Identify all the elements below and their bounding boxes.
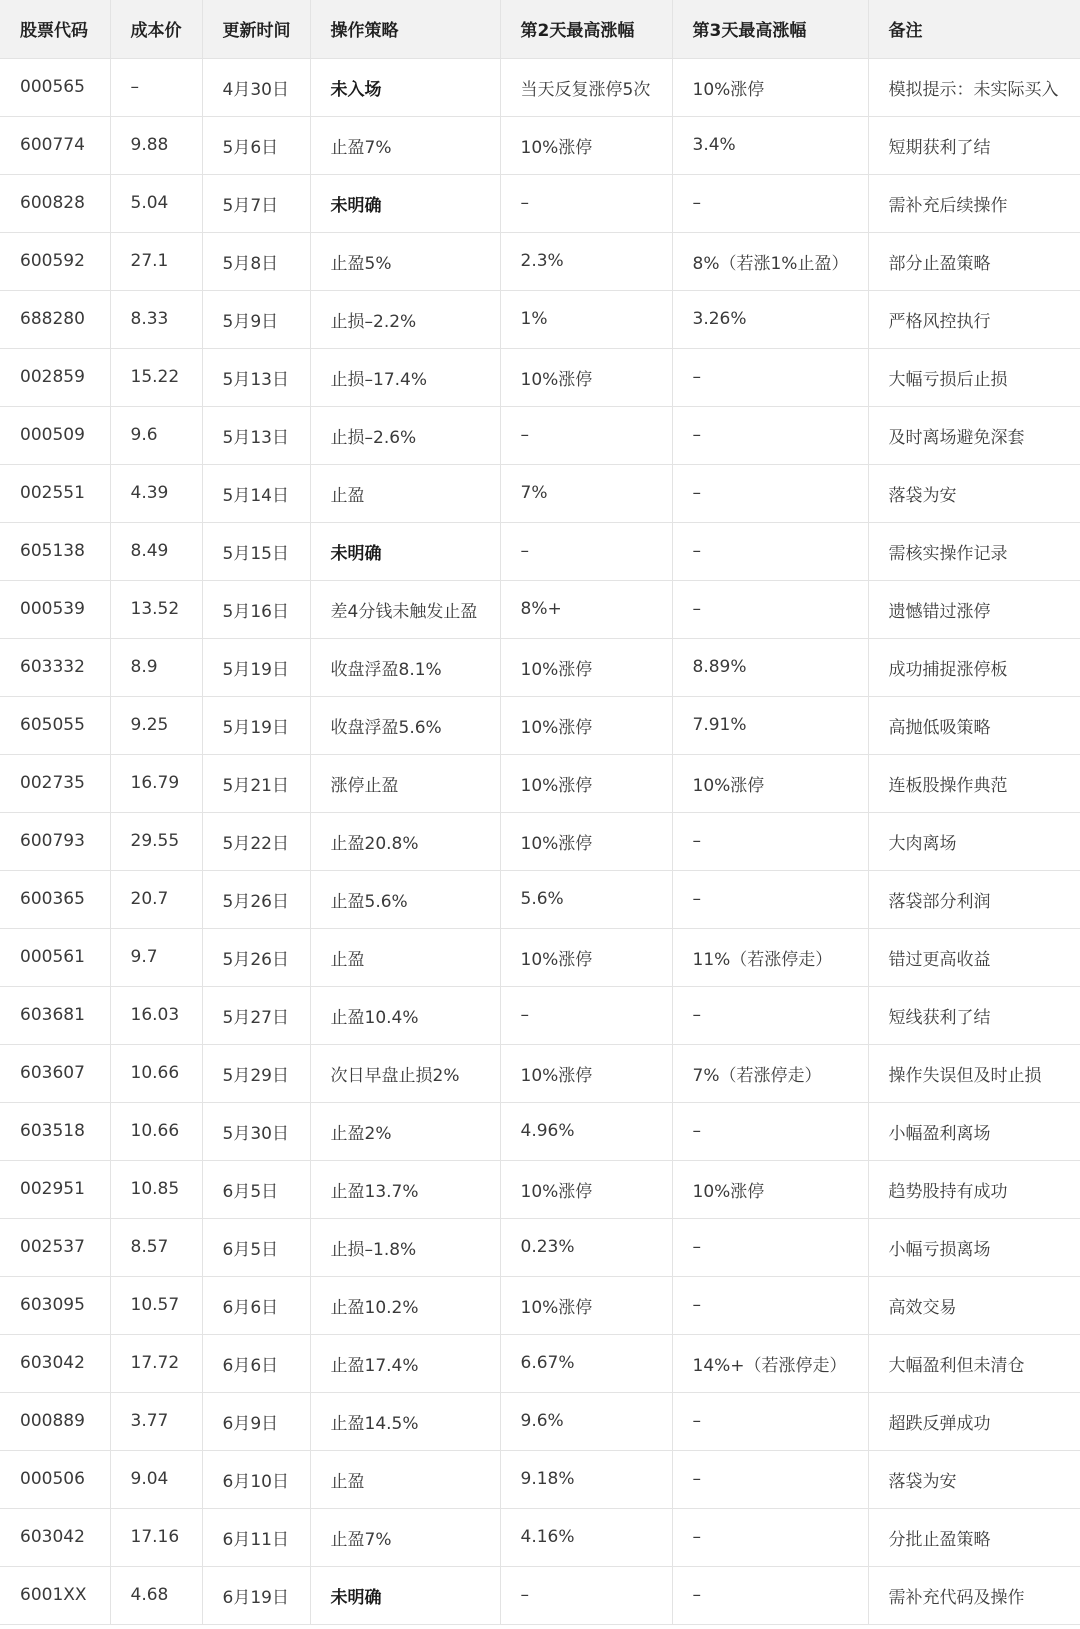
day3-high-cell: – xyxy=(672,464,868,522)
table-row xyxy=(0,812,1080,870)
cost-price-cell: 8.33 xyxy=(110,290,202,348)
day3-high-cell: 3.4% xyxy=(672,116,868,174)
day3-high-cell: 10%涨停 xyxy=(672,58,868,116)
day3-high-cell: – xyxy=(672,1392,868,1450)
note-cell: 操作失误但及时止损 xyxy=(868,1044,1080,1102)
day3-high-cell: – xyxy=(672,522,868,580)
day2-high-cell: 10%涨停 xyxy=(500,348,672,406)
header-update-time: 更新时间 xyxy=(202,0,310,58)
day2-high-cell: 0.23% xyxy=(500,1218,672,1276)
note-cell: 小幅盈利离场 xyxy=(868,1102,1080,1160)
day3-high-cell: – xyxy=(672,986,868,1044)
strategy-cell: 止盈20.8% xyxy=(310,812,500,870)
strategy-cell: 止盈2% xyxy=(310,1102,500,1160)
strategy-cell: 未入场 xyxy=(310,58,500,116)
day3-high-cell: – xyxy=(672,1276,868,1334)
table-row xyxy=(0,1566,1080,1624)
stock-code-cell: 002735 xyxy=(0,754,110,812)
table-row xyxy=(0,116,1080,174)
note-cell: 模拟提示：未实际买入 xyxy=(868,58,1080,116)
table-row xyxy=(0,1102,1080,1160)
cost-price-cell: 5.04 xyxy=(110,174,202,232)
note-cell: 错过更高收益 xyxy=(868,928,1080,986)
strategy-cell: 止盈 xyxy=(310,928,500,986)
table-row xyxy=(0,1450,1080,1508)
update-time-cell: 5月30日 xyxy=(202,1102,310,1160)
strategy-cell: 涨停止盈 xyxy=(310,754,500,812)
table-row xyxy=(0,928,1080,986)
day2-high-cell: 5.6% xyxy=(500,870,672,928)
day2-high-cell: 当天反复涨停5次 xyxy=(500,58,672,116)
update-time-cell: 5月19日 xyxy=(202,638,310,696)
day3-high-cell: – xyxy=(672,406,868,464)
stock-code-cell: 603095 xyxy=(0,1276,110,1334)
stock-code-cell: 600365 xyxy=(0,870,110,928)
header-stock-code: 股票代码 xyxy=(0,0,110,58)
strategy-cell: 止盈14.5% xyxy=(310,1392,500,1450)
day2-high-cell: 10%涨停 xyxy=(500,638,672,696)
cost-price-cell: 10.57 xyxy=(110,1276,202,1334)
strategy-cell: 未明确 xyxy=(310,174,500,232)
table-body xyxy=(0,58,1080,1624)
update-time-cell: 5月16日 xyxy=(202,580,310,638)
strategy-cell: 止盈10.4% xyxy=(310,986,500,1044)
update-time-cell: 5月26日 xyxy=(202,928,310,986)
cost-price-cell: – xyxy=(110,58,202,116)
strategy-cell: 次日早盘止损2% xyxy=(310,1044,500,1102)
header-note: 备注 xyxy=(868,0,1080,58)
table-row xyxy=(0,58,1080,116)
cost-price-cell: 27.1 xyxy=(110,232,202,290)
cost-price-cell: 9.25 xyxy=(110,696,202,754)
stock-code-cell: 603042 xyxy=(0,1334,110,1392)
strategy-cell: 收盘浮盈8.1% xyxy=(310,638,500,696)
note-cell: 落袋为安 xyxy=(868,464,1080,522)
day3-high-cell: 14%+（若涨停走） xyxy=(672,1334,868,1392)
cost-price-cell: 10.66 xyxy=(110,1102,202,1160)
strategy-cell: 止盈7% xyxy=(310,1508,500,1566)
strategy-cell: 止盈 xyxy=(310,464,500,522)
update-time-cell: 5月19日 xyxy=(202,696,310,754)
strategy-cell: 止损–17.4% xyxy=(310,348,500,406)
stock-code-cell: 000539 xyxy=(0,580,110,638)
day3-high-cell: – xyxy=(672,1102,868,1160)
cost-price-cell: 29.55 xyxy=(110,812,202,870)
cost-price-cell: 17.16 xyxy=(110,1508,202,1566)
day2-high-cell: 1% xyxy=(500,290,672,348)
update-time-cell: 5月7日 xyxy=(202,174,310,232)
day3-high-cell: – xyxy=(672,812,868,870)
day3-high-cell: – xyxy=(672,1218,868,1276)
strategy-cell: 未明确 xyxy=(310,1566,500,1624)
day3-high-cell: 7%（若涨停走） xyxy=(672,1044,868,1102)
table-row xyxy=(0,290,1080,348)
day2-high-cell: 8%+ xyxy=(500,580,672,638)
cost-price-cell: 15.22 xyxy=(110,348,202,406)
update-time-cell: 5月22日 xyxy=(202,812,310,870)
day2-high-cell: 9.6% xyxy=(500,1392,672,1450)
update-time-cell: 5月26日 xyxy=(202,870,310,928)
note-cell: 落袋部分利润 xyxy=(868,870,1080,928)
table-row xyxy=(0,1276,1080,1334)
strategy-cell: 止损–2.2% xyxy=(310,290,500,348)
note-cell: 大肉离场 xyxy=(868,812,1080,870)
day2-high-cell: 6.67% xyxy=(500,1334,672,1392)
table-row xyxy=(0,174,1080,232)
day3-high-cell: – xyxy=(672,1508,868,1566)
day2-high-cell: 10%涨停 xyxy=(500,812,672,870)
table-row xyxy=(0,348,1080,406)
day2-high-cell: 10%涨停 xyxy=(500,1276,672,1334)
day3-high-cell: 10%涨停 xyxy=(672,1160,868,1218)
cost-price-cell: 16.03 xyxy=(110,986,202,1044)
note-cell: 小幅亏损离场 xyxy=(868,1218,1080,1276)
strategy-cell: 未明确 xyxy=(310,522,500,580)
strategy-cell: 收盘浮盈5.6% xyxy=(310,696,500,754)
note-cell: 及时离场避免深套 xyxy=(868,406,1080,464)
day2-high-cell: – xyxy=(500,406,672,464)
update-time-cell: 6月6日 xyxy=(202,1334,310,1392)
stock-code-cell: 603042 xyxy=(0,1508,110,1566)
stock-code-cell: 605055 xyxy=(0,696,110,754)
stock-code-cell: 002951 xyxy=(0,1160,110,1218)
day3-high-cell: – xyxy=(672,870,868,928)
stock-code-cell: 000509 xyxy=(0,406,110,464)
strategy-cell: 止盈10.2% xyxy=(310,1276,500,1334)
day3-high-cell: 8.89% xyxy=(672,638,868,696)
update-time-cell: 5月21日 xyxy=(202,754,310,812)
note-cell: 需补充代码及操作 xyxy=(868,1566,1080,1624)
cost-price-cell: 9.6 xyxy=(110,406,202,464)
stock-code-cell: 002537 xyxy=(0,1218,110,1276)
header-row xyxy=(0,0,1080,58)
day3-high-cell: 8%（若涨1%止盈） xyxy=(672,232,868,290)
cost-price-cell: 8.49 xyxy=(110,522,202,580)
stock-code-cell: 000889 xyxy=(0,1392,110,1450)
cost-price-cell: 9.7 xyxy=(110,928,202,986)
table-row xyxy=(0,1392,1080,1450)
cost-price-cell: 9.88 xyxy=(110,116,202,174)
day3-high-cell: – xyxy=(672,1566,868,1624)
update-time-cell: 6月11日 xyxy=(202,1508,310,1566)
stock-code-cell: 605138 xyxy=(0,522,110,580)
day2-high-cell: 4.16% xyxy=(500,1508,672,1566)
note-cell: 需补充后续操作 xyxy=(868,174,1080,232)
note-cell: 严格风控执行 xyxy=(868,290,1080,348)
strategy-cell: 止盈17.4% xyxy=(310,1334,500,1392)
note-cell: 高抛低吸策略 xyxy=(868,696,1080,754)
table-row xyxy=(0,406,1080,464)
day2-high-cell: 4.96% xyxy=(500,1102,672,1160)
header-day3-high: 第3天最高涨幅 xyxy=(672,0,868,58)
table-row xyxy=(0,986,1080,1044)
day3-high-cell: – xyxy=(672,174,868,232)
stock-code-cell: 600592 xyxy=(0,232,110,290)
stock-code-cell: 603607 xyxy=(0,1044,110,1102)
update-time-cell: 4月30日 xyxy=(202,58,310,116)
day2-high-cell: – xyxy=(500,522,672,580)
day2-high-cell: 10%涨停 xyxy=(500,116,672,174)
update-time-cell: 5月29日 xyxy=(202,1044,310,1102)
day2-high-cell: 10%涨停 xyxy=(500,696,672,754)
header-day2-high: 第2天最高涨幅 xyxy=(500,0,672,58)
strategy-cell: 差4分钱未触发止盈 xyxy=(310,580,500,638)
day2-high-cell: 7% xyxy=(500,464,672,522)
note-cell: 大幅亏损后止损 xyxy=(868,348,1080,406)
table-row xyxy=(0,754,1080,812)
update-time-cell: 5月15日 xyxy=(202,522,310,580)
note-cell: 需核实操作记录 xyxy=(868,522,1080,580)
update-time-cell: 5月13日 xyxy=(202,406,310,464)
day2-high-cell: 2.3% xyxy=(500,232,672,290)
day2-high-cell: – xyxy=(500,1566,672,1624)
cost-price-cell: 9.04 xyxy=(110,1450,202,1508)
stock-code-cell: 002859 xyxy=(0,348,110,406)
stock-code-cell: 000561 xyxy=(0,928,110,986)
update-time-cell: 5月9日 xyxy=(202,290,310,348)
strategy-cell: 止盈5.6% xyxy=(310,870,500,928)
note-cell: 遗憾错过涨停 xyxy=(868,580,1080,638)
update-time-cell: 5月6日 xyxy=(202,116,310,174)
table-row xyxy=(0,464,1080,522)
note-cell: 分批止盈策略 xyxy=(868,1508,1080,1566)
note-cell: 超跌反弹成功 xyxy=(868,1392,1080,1450)
header-cost-price: 成本价 xyxy=(110,0,202,58)
day3-high-cell: – xyxy=(672,580,868,638)
strategy-cell: 止盈 xyxy=(310,1450,500,1508)
update-time-cell: 6月19日 xyxy=(202,1566,310,1624)
day3-high-cell: 7.91% xyxy=(672,696,868,754)
table-row xyxy=(0,522,1080,580)
table-row xyxy=(0,1044,1080,1102)
cost-price-cell: 4.39 xyxy=(110,464,202,522)
day3-high-cell: – xyxy=(672,1450,868,1508)
strategy-cell: 止盈5% xyxy=(310,232,500,290)
day3-high-cell: 11%（若涨停走） xyxy=(672,928,868,986)
stock-code-cell: 603518 xyxy=(0,1102,110,1160)
update-time-cell: 6月5日 xyxy=(202,1218,310,1276)
table-row xyxy=(0,1334,1080,1392)
stock-code-cell: 600793 xyxy=(0,812,110,870)
cost-price-cell: 17.72 xyxy=(110,1334,202,1392)
cost-price-cell: 10.85 xyxy=(110,1160,202,1218)
table-row xyxy=(0,1218,1080,1276)
note-cell: 短线获利了结 xyxy=(868,986,1080,1044)
table-row xyxy=(0,870,1080,928)
stock-code-cell: 000565 xyxy=(0,58,110,116)
update-time-cell: 6月9日 xyxy=(202,1392,310,1450)
cost-price-cell: 10.66 xyxy=(110,1044,202,1102)
note-cell: 高效交易 xyxy=(868,1276,1080,1334)
day3-high-cell: 10%涨停 xyxy=(672,754,868,812)
update-time-cell: 6月10日 xyxy=(202,1450,310,1508)
note-cell: 连板股操作典范 xyxy=(868,754,1080,812)
day2-high-cell: 10%涨停 xyxy=(500,1044,672,1102)
update-time-cell: 6月5日 xyxy=(202,1160,310,1218)
day3-high-cell: 3.26% xyxy=(672,290,868,348)
table-row xyxy=(0,1160,1080,1218)
header-strategy: 操作策略 xyxy=(310,0,500,58)
stock-code-cell: 600828 xyxy=(0,174,110,232)
stock-code-cell: 688280 xyxy=(0,290,110,348)
cost-price-cell: 8.9 xyxy=(110,638,202,696)
note-cell: 趋势股持有成功 xyxy=(868,1160,1080,1218)
cost-price-cell: 16.79 xyxy=(110,754,202,812)
cost-price-cell: 3.77 xyxy=(110,1392,202,1450)
update-time-cell: 5月13日 xyxy=(202,348,310,406)
day2-high-cell: – xyxy=(500,986,672,1044)
stock-code-cell: 600774 xyxy=(0,116,110,174)
update-time-cell: 5月27日 xyxy=(202,986,310,1044)
day2-high-cell: 10%涨停 xyxy=(500,1160,672,1218)
note-cell: 落袋为安 xyxy=(868,1450,1080,1508)
table-row xyxy=(0,580,1080,638)
update-time-cell: 5月14日 xyxy=(202,464,310,522)
stock-code-cell: 002551 xyxy=(0,464,110,522)
note-cell: 成功捕捉涨停板 xyxy=(868,638,1080,696)
stock-code-cell: 000506 xyxy=(0,1450,110,1508)
table-row xyxy=(0,232,1080,290)
table-row xyxy=(0,638,1080,696)
day2-high-cell: 10%涨停 xyxy=(500,754,672,812)
strategy-cell: 止损–1.8% xyxy=(310,1218,500,1276)
cost-price-cell: 8.57 xyxy=(110,1218,202,1276)
stock-code-cell: 6001XX xyxy=(0,1566,110,1624)
note-cell: 部分止盈策略 xyxy=(868,232,1080,290)
stock-code-cell: 603681 xyxy=(0,986,110,1044)
table-row xyxy=(0,1508,1080,1566)
table-row xyxy=(0,696,1080,754)
strategy-cell: 止盈13.7% xyxy=(310,1160,500,1218)
cost-price-cell: 4.68 xyxy=(110,1566,202,1624)
day2-high-cell: – xyxy=(500,174,672,232)
day2-high-cell: 9.18% xyxy=(500,1450,672,1508)
strategy-cell: 止盈7% xyxy=(310,116,500,174)
day3-high-cell: – xyxy=(672,348,868,406)
cost-price-cell: 13.52 xyxy=(110,580,202,638)
stock-code-cell: 603332 xyxy=(0,638,110,696)
cost-price-cell: 20.7 xyxy=(110,870,202,928)
note-cell: 短期获利了结 xyxy=(868,116,1080,174)
update-time-cell: 6月6日 xyxy=(202,1276,310,1334)
table-header xyxy=(0,0,1080,58)
update-time-cell: 5月8日 xyxy=(202,232,310,290)
note-cell: 大幅盈利但未清仓 xyxy=(868,1334,1080,1392)
strategy-cell: 止损–2.6% xyxy=(310,406,500,464)
day2-high-cell: 10%涨停 xyxy=(500,928,672,986)
